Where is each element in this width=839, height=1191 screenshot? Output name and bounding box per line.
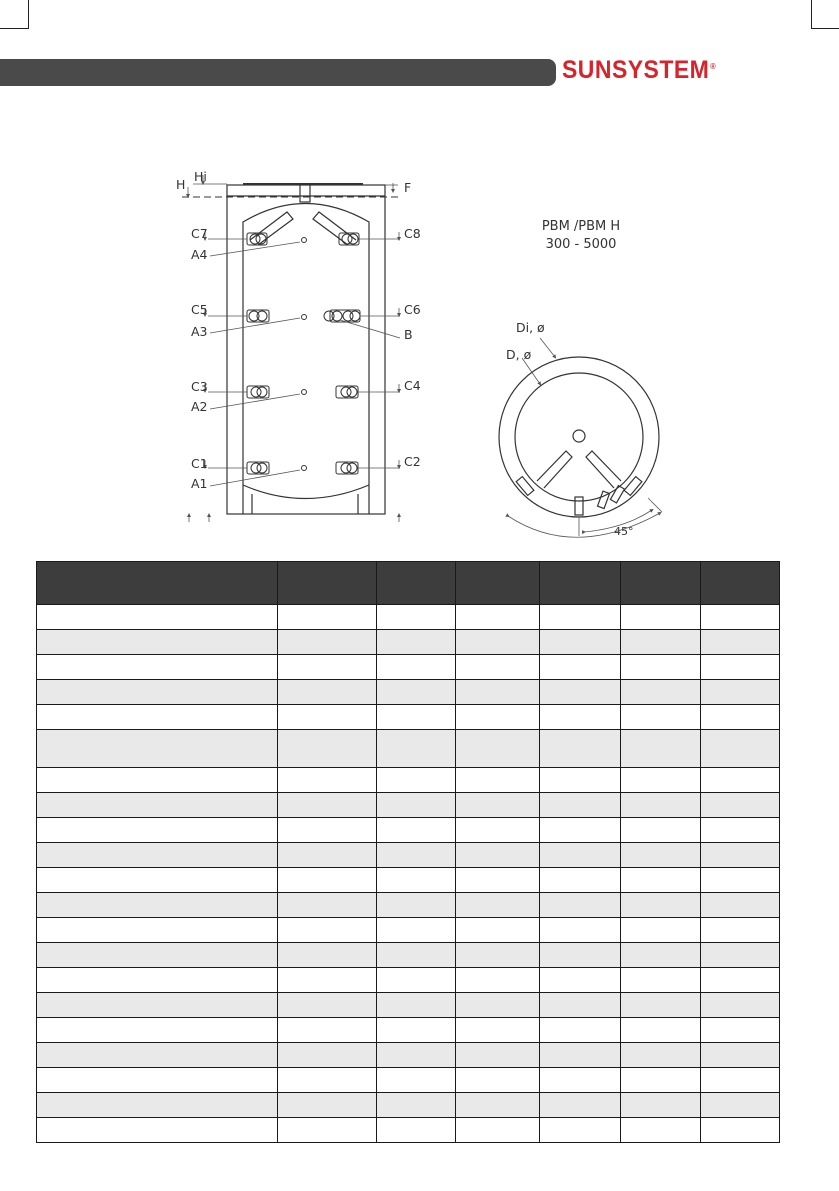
table-row [37, 993, 780, 1018]
header-cell [377, 562, 456, 605]
table-cell [377, 843, 456, 868]
table-row [37, 1093, 780, 1118]
label-a4: A4 [191, 247, 208, 262]
table-cell [278, 680, 377, 705]
table-cell [278, 793, 377, 818]
label-c2: C2 [404, 454, 421, 469]
table-cell [37, 893, 278, 918]
table-cell [377, 1118, 456, 1143]
table-row [37, 943, 780, 968]
table-cell [621, 793, 701, 818]
label-f: F [404, 180, 412, 195]
table-row [37, 1043, 780, 1068]
table-cell [278, 918, 377, 943]
table-cell [540, 893, 621, 918]
header-cell [621, 562, 701, 605]
label-hi: Hi [194, 169, 207, 184]
table-cell [540, 605, 621, 630]
table-cell [278, 1093, 377, 1118]
table-cell [621, 680, 701, 705]
table-cell [621, 1043, 701, 1068]
table-cell [37, 843, 278, 868]
table-cell [377, 1018, 456, 1043]
table-cell [621, 730, 701, 768]
table-cell [701, 655, 780, 680]
table-cell [278, 868, 377, 893]
table-cell [37, 818, 278, 843]
table-cell [701, 705, 780, 730]
table-cell [621, 655, 701, 680]
table-cell [456, 1068, 540, 1093]
table-cell [377, 1043, 456, 1068]
table-cell [621, 918, 701, 943]
table-cell [278, 630, 377, 655]
header-cell [456, 562, 540, 605]
table-cell [701, 630, 780, 655]
spec-table [36, 561, 780, 1143]
table-cell [377, 768, 456, 793]
table-cell [37, 868, 278, 893]
label-a3: A3 [191, 324, 208, 339]
table-cell [540, 680, 621, 705]
table-cell [278, 993, 377, 1018]
table-cell [701, 730, 780, 768]
table-cell [37, 1093, 278, 1118]
table-cell [540, 768, 621, 793]
table-cell [278, 605, 377, 630]
table-cell [456, 943, 540, 968]
table-cell [456, 968, 540, 993]
table-cell [540, 630, 621, 655]
table-cell [621, 893, 701, 918]
table-cell [456, 793, 540, 818]
table-cell [540, 793, 621, 818]
table-cell [37, 630, 278, 655]
table-cell [377, 818, 456, 843]
table-cell [377, 655, 456, 680]
table-row [37, 893, 780, 918]
table-cell [621, 630, 701, 655]
table-cell [701, 1118, 780, 1143]
table-cell [456, 893, 540, 918]
table-cell [377, 605, 456, 630]
table-cell [456, 1043, 540, 1068]
table-cell [377, 943, 456, 968]
table-cell [701, 1018, 780, 1043]
table-row [37, 655, 780, 680]
table-cell [540, 943, 621, 968]
table-row [37, 868, 780, 893]
label-di: Di, ø [516, 320, 545, 335]
label-c3: C3 [191, 379, 208, 394]
table-cell [456, 605, 540, 630]
table-cell [701, 605, 780, 630]
table-cell [540, 1118, 621, 1143]
table-cell [456, 818, 540, 843]
table-cell [37, 768, 278, 793]
table-row [37, 818, 780, 843]
table-row [37, 1018, 780, 1043]
table-cell [37, 1068, 278, 1093]
table-cell [37, 655, 278, 680]
table-cell [37, 918, 278, 943]
table-row [37, 730, 780, 768]
table-row [37, 605, 780, 630]
table-cell [377, 630, 456, 655]
table-cell [621, 605, 701, 630]
table-cell [701, 680, 780, 705]
label-a2: A2 [191, 399, 208, 414]
table-cell [540, 843, 621, 868]
table-cell [701, 893, 780, 918]
table-cell [37, 730, 278, 768]
table-cell [621, 843, 701, 868]
table-cell [37, 993, 278, 1018]
table-cell [701, 1093, 780, 1118]
table-cell [456, 1018, 540, 1043]
table-cell [37, 1018, 278, 1043]
tank-side-view [182, 184, 400, 514]
table-cell [37, 705, 278, 730]
table-cell [278, 893, 377, 918]
table-cell [701, 793, 780, 818]
label-a1: A1 [191, 476, 208, 491]
table-cell [377, 680, 456, 705]
label-c4: C4 [404, 378, 421, 393]
table-cell [456, 993, 540, 1018]
table-cell [377, 968, 456, 993]
header-cell [278, 562, 377, 605]
table-cell [278, 968, 377, 993]
table-cell [701, 918, 780, 943]
table-row [37, 843, 780, 868]
table-cell [540, 868, 621, 893]
table-header-row [37, 562, 780, 605]
table-cell [37, 968, 278, 993]
table-cell [621, 1018, 701, 1043]
label-h: H [176, 177, 186, 192]
table-cell [278, 1043, 377, 1068]
table-row [37, 705, 780, 730]
brand-logo-text: SUNSYSTEM [562, 56, 710, 84]
table-cell [37, 605, 278, 630]
trademark-symbol: ® [710, 61, 717, 71]
table-cell [701, 1068, 780, 1093]
table-cell [278, 1118, 377, 1143]
table-cell [456, 918, 540, 943]
table-cell [456, 768, 540, 793]
table-cell [701, 843, 780, 868]
table-cell [540, 1093, 621, 1118]
table-row [37, 768, 780, 793]
table-cell [278, 843, 377, 868]
model-label: PBM /PBM H [541, 219, 621, 234]
table-cell [278, 768, 377, 793]
table-cell [37, 1118, 278, 1143]
table-cell [456, 730, 540, 768]
table-cell [540, 705, 621, 730]
label-c7: C7 [191, 226, 208, 241]
table-cell [377, 1093, 456, 1118]
table-cell [37, 1043, 278, 1068]
table-cell [701, 1043, 780, 1068]
table-cell [621, 1068, 701, 1093]
table-row [37, 1068, 780, 1093]
table-cell [540, 818, 621, 843]
table-body [37, 605, 780, 1143]
table-cell [377, 868, 456, 893]
table-cell [278, 943, 377, 968]
table-cell [540, 655, 621, 680]
table-row [37, 968, 780, 993]
table-cell [456, 1118, 540, 1143]
table-cell [456, 843, 540, 868]
table-row [37, 630, 780, 655]
table-cell [377, 705, 456, 730]
table-cell [701, 818, 780, 843]
label-d: D, ø [506, 347, 532, 362]
table-cell [540, 730, 621, 768]
table-cell [621, 993, 701, 1018]
table-cell [621, 1093, 701, 1118]
table-cell [278, 1018, 377, 1043]
table-cell [701, 868, 780, 893]
table-cell [621, 868, 701, 893]
table-cell [701, 993, 780, 1018]
label-b: B [404, 327, 413, 342]
table-cell [701, 768, 780, 793]
label-angle: 45° [614, 525, 634, 538]
table-cell [278, 655, 377, 680]
technical-drawing [0, 0, 839, 560]
header-cell [540, 562, 621, 605]
table-row [37, 918, 780, 943]
table-cell [377, 993, 456, 1018]
label-c5: C5 [191, 302, 208, 317]
table-cell [456, 868, 540, 893]
table-cell [540, 1043, 621, 1068]
header-cell [37, 562, 278, 605]
table-cell [278, 818, 377, 843]
table-cell [37, 943, 278, 968]
volume-range: 300 - 5000 [545, 237, 617, 252]
label-c8: C8 [404, 226, 421, 241]
table-cell [278, 705, 377, 730]
table-cell [621, 705, 701, 730]
header-cell [701, 562, 780, 605]
tank-top-view [499, 357, 659, 517]
table-cell [540, 918, 621, 943]
table-cell [456, 680, 540, 705]
table-cell [621, 943, 701, 968]
table-cell [456, 655, 540, 680]
table-cell [456, 1093, 540, 1118]
table-cell [540, 1018, 621, 1043]
table-cell [621, 818, 701, 843]
table-row [37, 793, 780, 818]
table-cell [377, 918, 456, 943]
label-c6: C6 [404, 302, 421, 317]
table-cell [377, 1068, 456, 1093]
table-cell [278, 1068, 377, 1093]
table-row [37, 1118, 780, 1143]
table-cell [456, 705, 540, 730]
table-cell [278, 730, 377, 768]
table-cell [540, 968, 621, 993]
table-cell [701, 968, 780, 993]
table-cell [701, 943, 780, 968]
table-cell [37, 680, 278, 705]
table-cell [621, 968, 701, 993]
table-cell [621, 1118, 701, 1143]
table-cell [37, 793, 278, 818]
label-c1: C1 [191, 456, 208, 471]
table-cell [377, 793, 456, 818]
table-cell [377, 730, 456, 768]
table-cell [540, 993, 621, 1018]
table-cell [621, 768, 701, 793]
table-row [37, 680, 780, 705]
table-cell [456, 630, 540, 655]
table-cell [540, 1068, 621, 1093]
table-cell [377, 893, 456, 918]
